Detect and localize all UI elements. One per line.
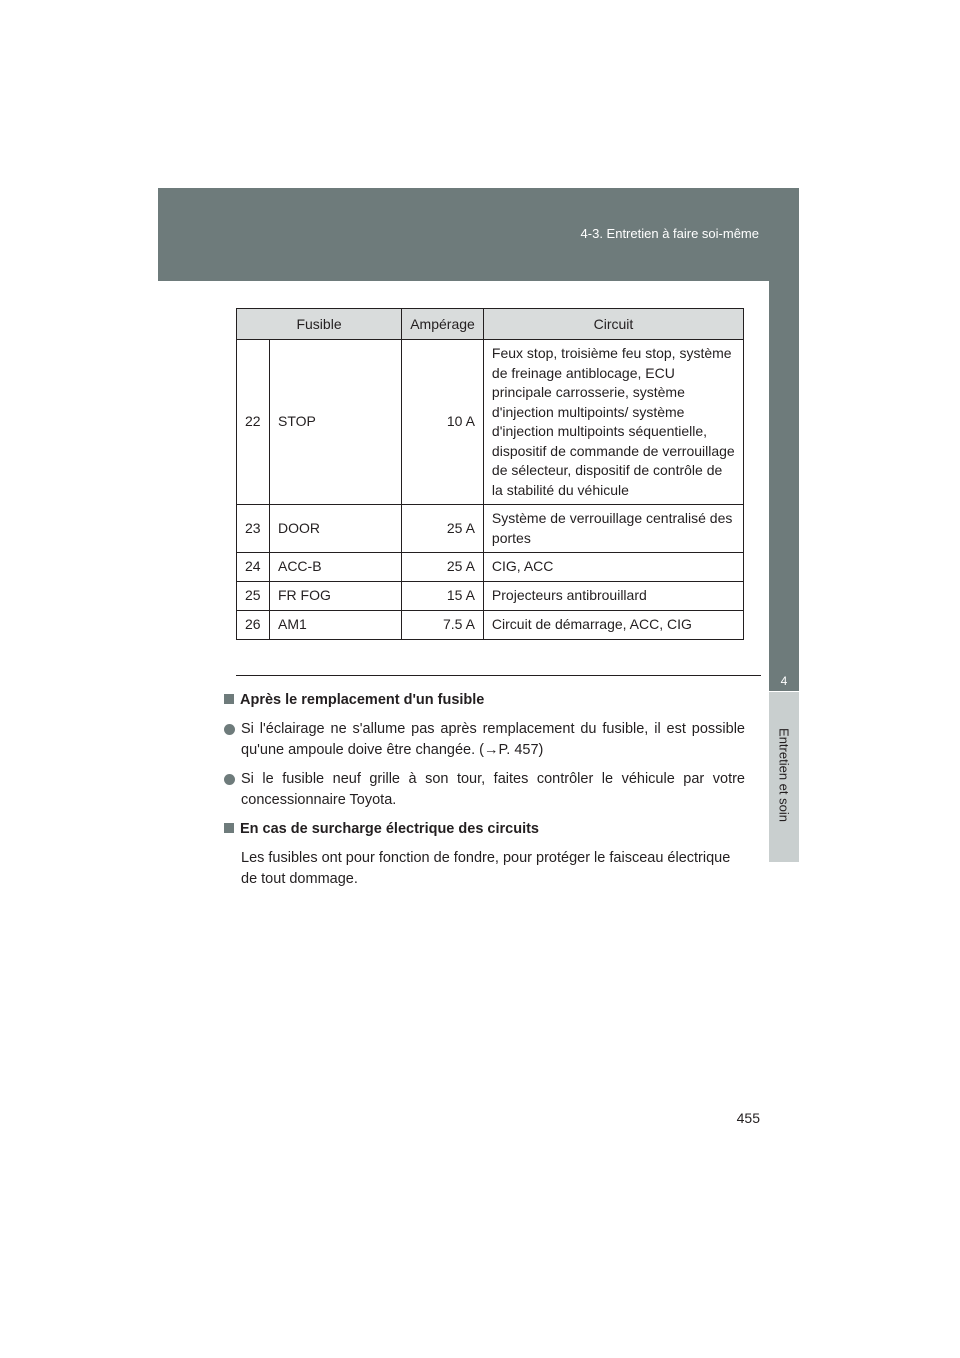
page-number: 455 xyxy=(736,1110,760,1126)
fuse-amperage: 25 A xyxy=(402,553,484,582)
chapter-number: 4 xyxy=(780,674,788,688)
column-header-circuit: Circuit xyxy=(483,309,743,340)
fuse-number: 24 xyxy=(237,553,270,582)
fuse-circuit: Projecteurs antibrouillard xyxy=(483,582,743,611)
table-row xyxy=(237,340,744,505)
fuse-name: FR FOG xyxy=(269,582,401,611)
chapter-title: Entretien et soin xyxy=(776,728,792,822)
fuse-amperage: 7.5 A xyxy=(402,611,484,640)
note-heading-text: En cas de surcharge électrique des circuits xyxy=(240,821,539,837)
column-header-amperage: Ampérage xyxy=(402,309,484,340)
fuse-circuit: Feux stop, troisième feu stop, système de freinage antiblocage, ECU principale carrosserie, système d'injection multipoints/ système d'injection multipoints séquentielle, dispositif de commande de verrouillage de sélecteur, dispositif de contrôle de la stabilité du véhicule xyxy=(483,340,743,505)
fuse-name: AM1 xyxy=(269,611,401,640)
column-header-fuse: Fusible xyxy=(237,309,402,340)
list-item xyxy=(224,769,745,811)
fuse-name: ACC-B xyxy=(269,553,401,582)
table-header-row xyxy=(237,309,744,340)
header-band xyxy=(158,188,799,281)
table-row xyxy=(237,505,744,553)
notes-section xyxy=(224,690,745,898)
fuse-amperage: 25 A xyxy=(402,505,484,553)
note-body-text: Les fusibles ont pour fonction de fondre, pour protéger le faisceau électrique de tout dommage. xyxy=(241,850,731,887)
circle-bullet-icon xyxy=(224,724,235,735)
chapter-tab xyxy=(769,281,799,691)
list-item-text: Si le fusible neuf grille à son tour, faites contrôler le véhicule par votre concessionnaire Toyota. xyxy=(241,771,745,808)
fuse-number: 23 xyxy=(237,505,270,553)
fuse-name: STOP xyxy=(269,340,401,505)
fuse-number: 26 xyxy=(237,611,270,640)
fuse-circuit: CIG, ACC xyxy=(483,553,743,582)
fuse-amperage: 15 A xyxy=(402,582,484,611)
fuse-table xyxy=(236,308,744,640)
section-title: 4-3. Entretien à faire soi-même xyxy=(580,226,759,241)
list-item xyxy=(224,719,745,761)
note-heading-after-replacement xyxy=(224,690,745,711)
list-item-text: Si l'éclairage ne s'allume pas après remplacement du fusible, il est possible qu'une ampoule doive être changée. (→P. 457) xyxy=(241,721,745,758)
table-row xyxy=(237,611,744,640)
square-bullet-icon xyxy=(224,694,234,704)
circle-bullet-icon xyxy=(224,774,235,785)
fuse-circuit: Circuit de démarrage, ACC, CIG xyxy=(483,611,743,640)
fuse-name: DOOR xyxy=(269,505,401,553)
section-divider xyxy=(236,675,761,676)
fuse-number: 22 xyxy=(237,340,270,505)
fuse-number: 25 xyxy=(237,582,270,611)
note-heading-overload xyxy=(224,819,745,840)
table-row xyxy=(237,582,744,611)
square-bullet-icon xyxy=(224,823,234,833)
fuse-amperage: 10 A xyxy=(402,340,484,505)
fuse-circuit: Système de verrouillage centralisé des portes xyxy=(483,505,743,553)
table-row xyxy=(237,553,744,582)
note-heading-text: Après le remplacement d'un fusible xyxy=(240,692,485,708)
